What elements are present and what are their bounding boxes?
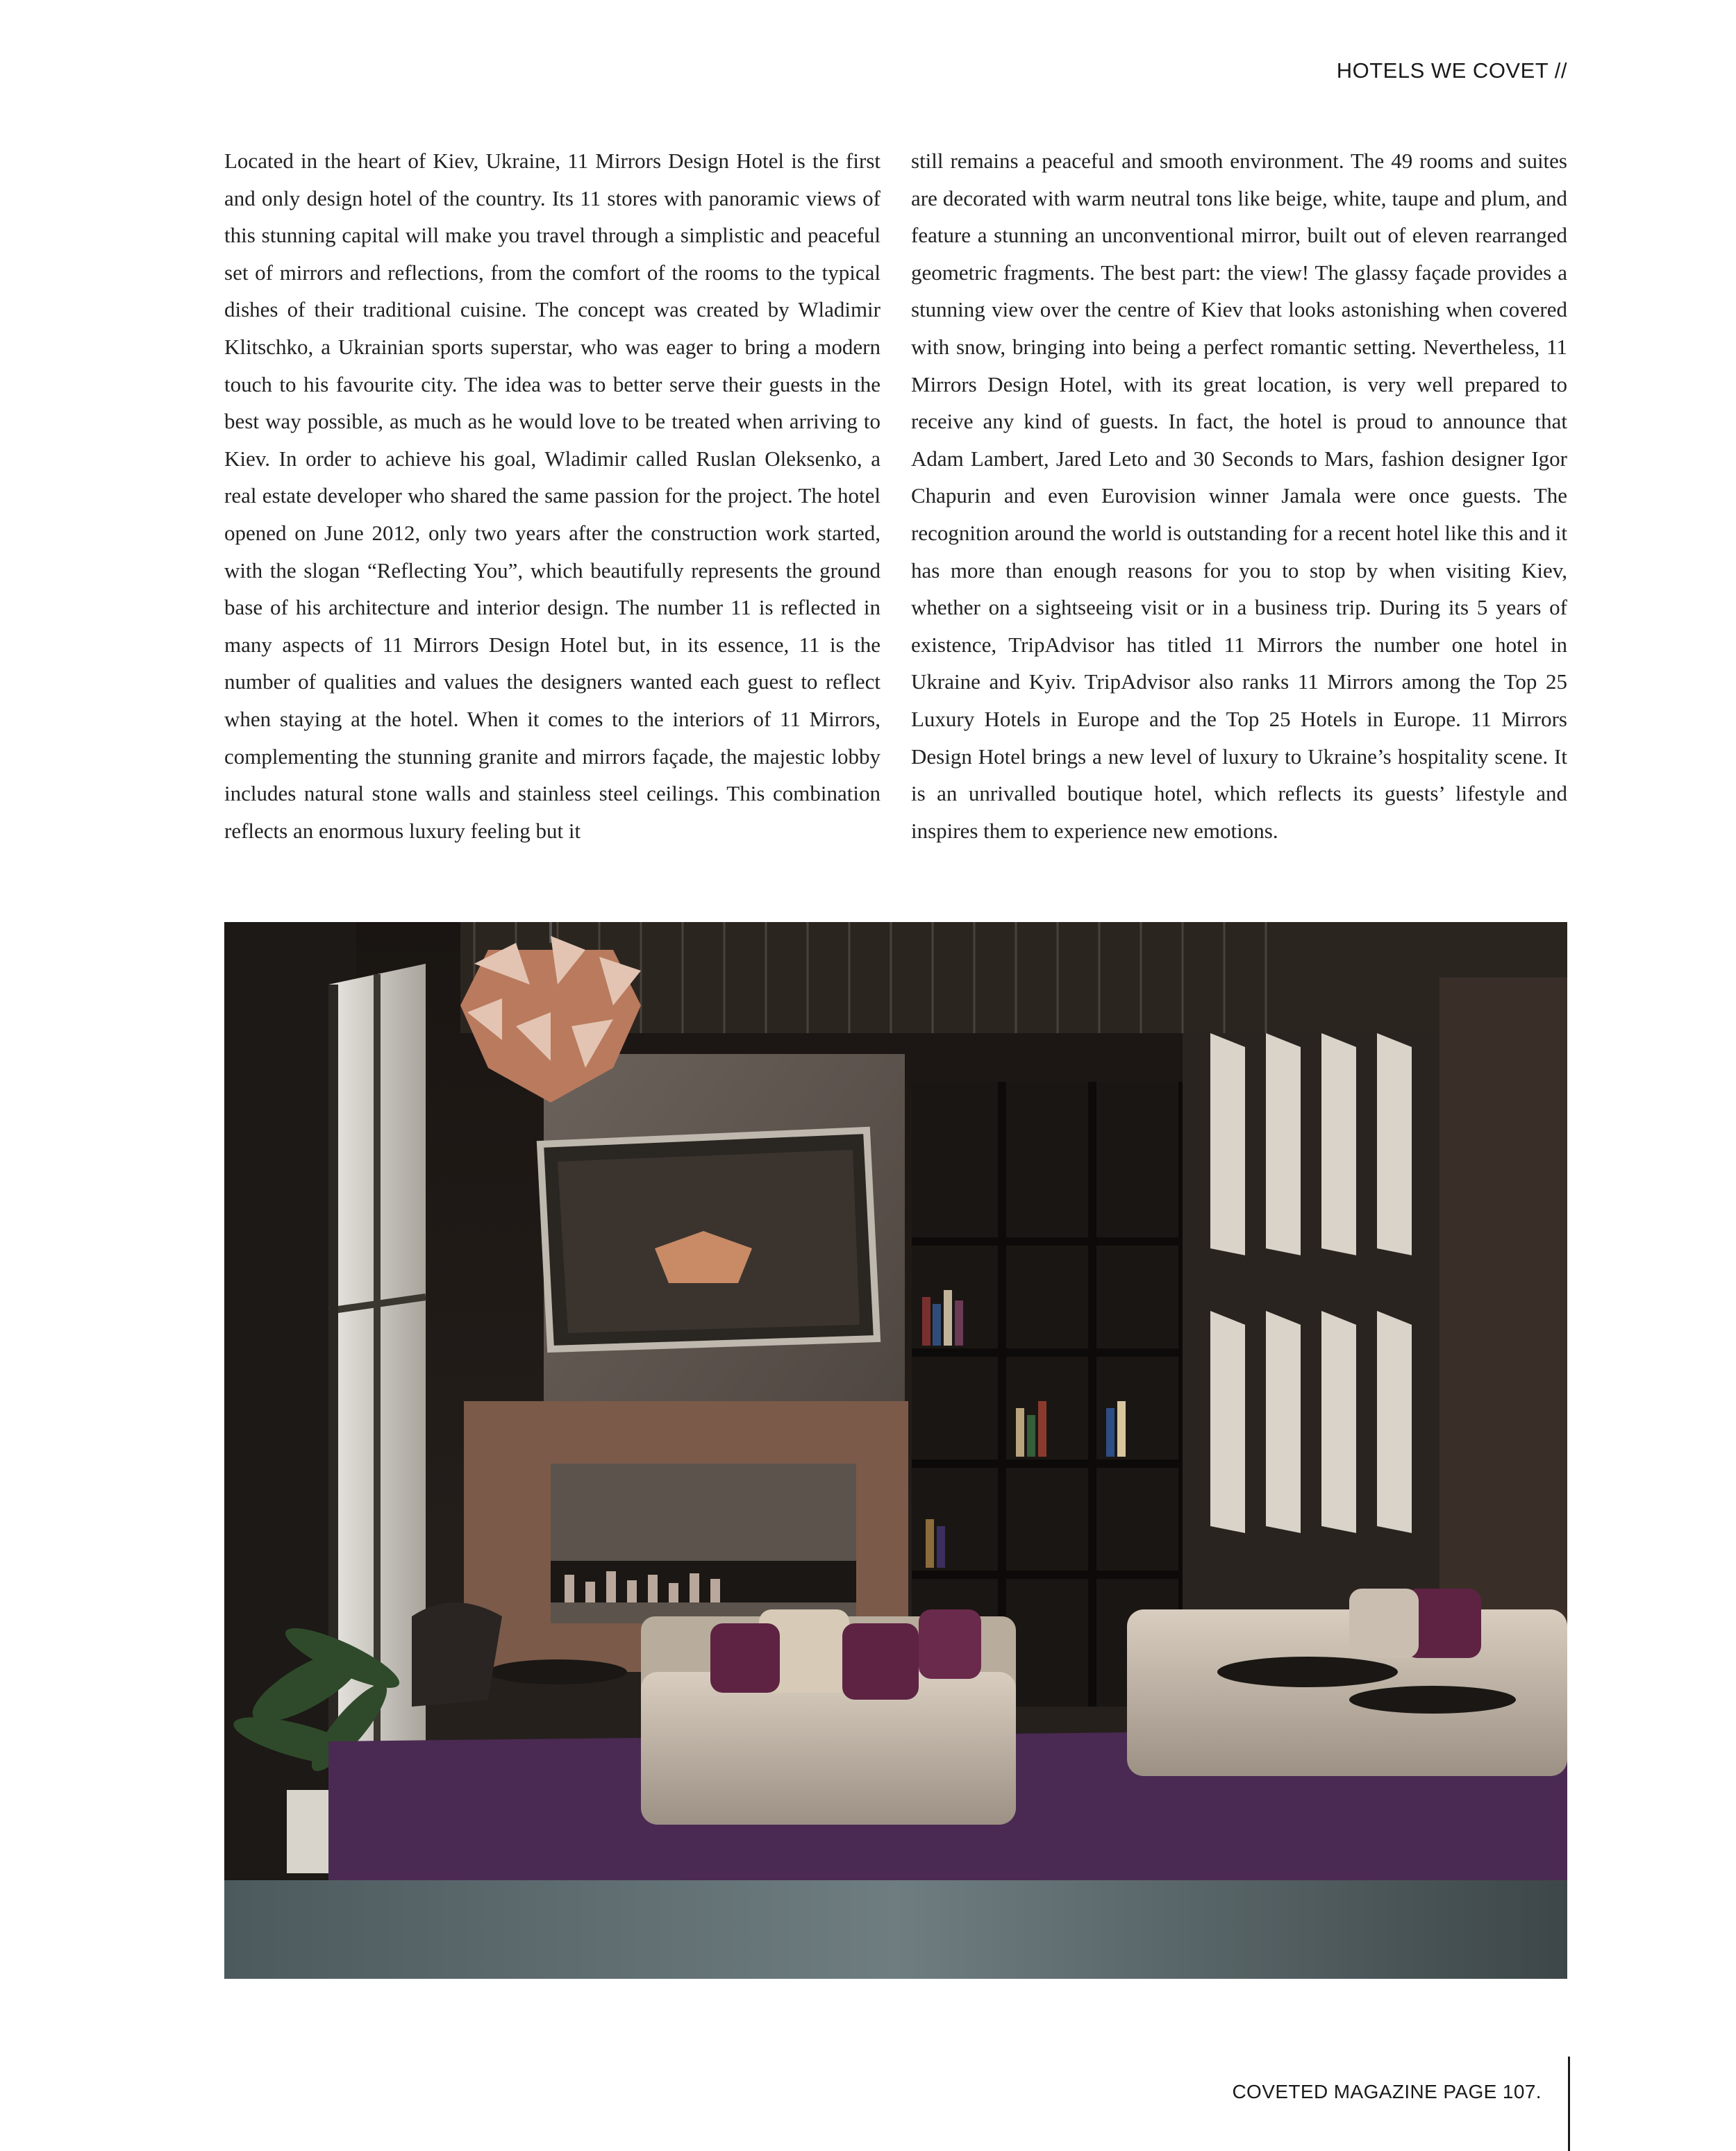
article-column-left: [224, 142, 880, 849]
footer-rule: [1568, 2057, 1570, 2151]
article-body: [224, 142, 1567, 849]
section-header: HOTELS WE COVET //: [1336, 58, 1567, 83]
paragraph: Located in the heart of Kiev, Ukraine, 11 Mirrors Design Hotel is the first and only design hotel of the country. Its 11 stores with panoramic views of this stunning capital will make you travel through a simplistic and peaceful set of mirrors and reflections, from the comfort of the rooms to the typical dishes of their traditional cuisine. The concept was created by Wladimir Klitschko, a Ukrainian sports superstar, who was eager to bring a modern touch to his favourite city. The idea was to better serve their guests in the best way possible, as much as he would love to be treated when arriving to Kiev. In order to achieve his goal, Wladimir called Ruslan Oleksenko, a real estate developer who shared the same passion for the project. The hotel opened on June 2012, only two years after the construction work started, with the slogan “Reflecting You”, which beautifully represents the ground base of his architecture and interior design. The number 11 is reflected in many aspects of 11 Mirrors Design Hotel but, in its essence, 11 is the number of qualities and values the designers wanted each guest to reflect when staying at the hotel. When it comes to the interiors of 11 Mirrors, complementing the stunning granite and mirrors façade, the majestic lobby includes natural stone walls and stainless steel ceilings. This combination reflects an enormous luxury feeling but it: [224, 149, 880, 843]
lobby-illustration: [224, 922, 1567, 1979]
paragraph: still remains a peaceful and smooth environment. The 49 rooms and suites are decorated with warm neutral tons like beige, white, taupe and plum, and feature a stunning an unconventional mirror, built out of eleven rearranged geometric fragments. The best part: the view! The glassy façade provides a stunning view over the centre of Kiev that looks astonishing when covered with snow, bringing into being a perfect romantic setting. Nevertheless, 11 Mirrors Design Hotel, with its great location, is very well prepared to receive any kind of guests. In fact, the hotel is proud to announce that Adam Lambert, Jared Leto and 30 Seconds to Mars, fashion designer Igor Chapurin and even Eurovision winner Jamala were once guests. The recognition around the world is outstanding for a recent hotel like this and it has more than enough reasons for you to stop by when visiting Kiev, whether on a sightseeing visit or in a business trip. During its 5 years of existence, TripAdvisor has titled 11 Mirrors the number one hotel in Ukraine and Kyiv. TripAdvisor also ranks 11 Mirrors among the Top 25 Luxury Hotels in Europe and the Top 25 Hotels in Europe. 11 Mirrors Design Hotel brings a new level of luxury to Ukraine’s hospitality scene. It is an unrivalled boutique hotel, which reflects its guests’ lifestyle and inspires them to experience new emotions.: [911, 149, 1567, 843]
page-footer: COVETED MAGAZINE PAGE 107.: [1232, 2081, 1542, 2102]
article-column-right: [911, 142, 1567, 849]
hotel-lobby-photo: [224, 922, 1567, 1979]
